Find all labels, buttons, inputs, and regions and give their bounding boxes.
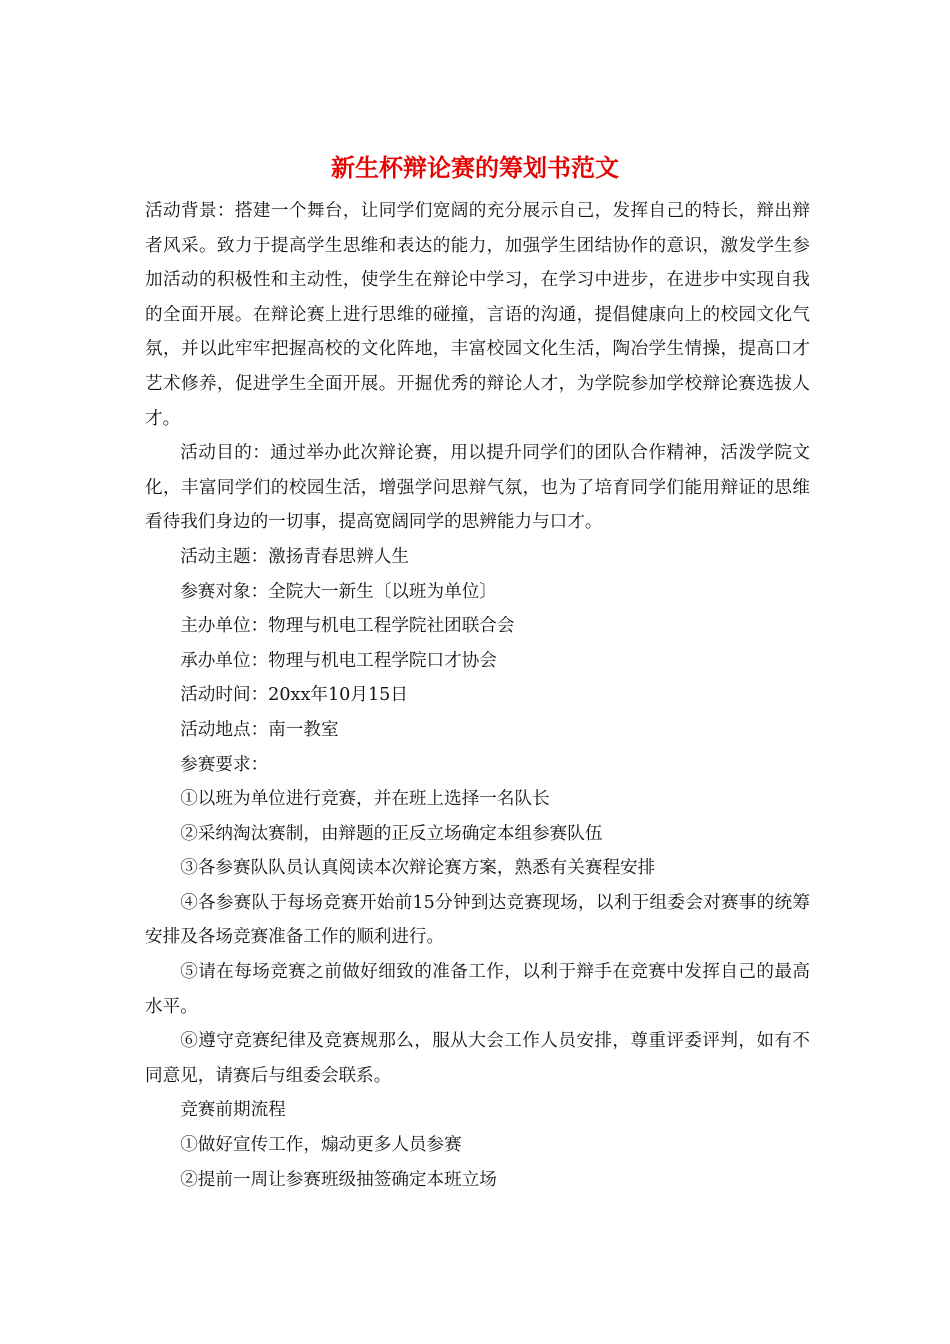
paragraph-purpose: 活动目的：通过举办此次辩论赛，用以提升同学们的团队合作精神，活泼学院文化，丰富同学们的校园生活，增强学问思辩气氛，也为了培育同学们能用辩证的思维看待我们身边的一切事，提高宽阔同学的思辨能力与口才。 bbox=[145, 443, 810, 533]
paragraph-location: 活动地点：南一教室 bbox=[180, 719, 339, 740]
list-item: ②提前一周让参赛班级抽签确定本班立场 bbox=[180, 1169, 497, 1190]
paragraph-requirements-heading: 参赛要求： bbox=[180, 754, 269, 775]
paragraph-participants: 参赛对象：全院大一新生〔以班为单位〕 bbox=[180, 581, 497, 602]
list-item: ⑤请在每场竞赛之前做好细致的准备工作，以利于辩手在竞赛中发挥自己的最高水平。 bbox=[145, 962, 810, 1017]
list-item: ④各参赛队于每场竞赛开始前15分钟到达竞赛现场，以利于组委会对赛事的统筹安排及各场竞赛准备工作的顺利进行。 bbox=[145, 892, 810, 948]
list-item: ③各参赛队队员认真阅读本次辩论赛方案，熟悉有关赛程安排 bbox=[180, 858, 656, 879]
paragraph-process-heading: 竞赛前期流程 bbox=[180, 1100, 286, 1121]
list-item: ①以班为单位进行竞赛，并在班上选择一名队长 bbox=[180, 789, 550, 810]
paragraph-organizer: 主办单位：物理与机电工程学院社团联合会 bbox=[180, 616, 515, 637]
paragraph-background: 活动背景：搭建一个舞台，让同学们宽阔的充分展示自己，发挥自己的特长，辩出辩者风采。致力于提高学生思维和表达的能力，加强学生团结协作的意识，激发学生参加活动的积极性和主动性，使学生在辩论中学习，在学习中进步，在进步中实现自我的全面开展。在辩论赛上进行思维的碰撞，言语的沟通，提倡健康向上的校园文化气氛，并以此牢牢把握高校的文化阵地，丰富校园文化生活，陶冶学生情操，提高口才艺术修养，促进学生全面开展。开掘优秀的辩论人才，为学院参加学校辩论赛选拔人才。 bbox=[145, 201, 810, 429]
paragraph-time: 活动时间：20xx年10月15日 bbox=[180, 685, 408, 706]
paragraph-theme: 活动主题：激扬青春思辨人生 bbox=[180, 546, 409, 567]
document-title: 新生杯辩论赛的筹划书范文 bbox=[331, 153, 619, 182]
list-item: ②采纳淘汰赛制，由辩题的正反立场确定本组参赛队伍 bbox=[180, 823, 603, 844]
list-item: ⑥遵守竞赛纪律及竞赛规那么，服从大会工作人员安排，尊重评委评判，如有不同意见，请赛后与组委会联系。 bbox=[145, 1031, 810, 1086]
paragraph-host: 承办单位：物理与机电工程学院口才协会 bbox=[180, 650, 497, 671]
list-item: ①做好宣传工作，煽动更多人员参赛 bbox=[180, 1135, 462, 1156]
document-body bbox=[145, 194, 810, 1197]
